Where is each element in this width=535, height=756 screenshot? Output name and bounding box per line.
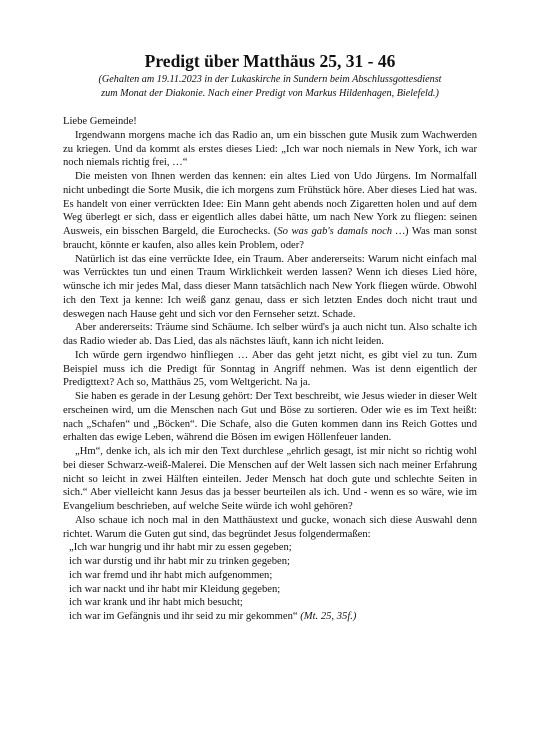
quote-line-5: ich war krank und ihr habt mich besucht;	[69, 597, 243, 609]
paragraph-1: Irgendwann morgens mache ich das Radio an, um ein bisschen gute Musik zum Wachwerden zu kriegen. Und da kommt als erstes dieses Lied: „Ich war noch niemals in New York, ich war noch niemals richtig frei, …“	[63, 129, 477, 169]
subtitle	[63, 73, 477, 101]
quote-line-6-text: ich war im Gefängnis und ihr seid zu mir gekommen“	[69, 611, 301, 622]
sermon-body	[63, 115, 477, 624]
greeting: Liebe Gemeinde!	[63, 116, 137, 127]
quote-line-1: „Ich war hungrig und ihr habt mir zu essen gegeben;	[69, 542, 292, 554]
subtitle-line-2: zum Monat der Diakonie. Nach einer Predigt von Markus Hildenhagen, Bielefeld.)	[101, 88, 439, 99]
paragraph-7: „Hm“, denke ich, als ich mir den Text durchlese „ehrlich gesagt, ist mir nicht so richtig wohl bei dieser Schwarz-weiß-Malerei. Die Menschen auf der Welt lassen sich nach meiner Erfahrung nicht so leicht in zwei Hälften einteilen. Jeder Mensch hat doch gute und schlechte Seiten in sich.“ Aber vielleicht kann Jesus das ja besser beurteilen als ich. Und - wenn es so wäre, wie im Evangelium beschrieben, auf welche Seite würde ich wohl gehören?	[63, 446, 477, 512]
paragraph-6: Sie haben es gerade in der Lesung gehört: Der Text beschreibt, wie Jesus wieder in dieser Welt erscheinen wird, um die Menschen nach Gut und Böse zu sortieren. Oder wie es im Text heißt: nach „Schafen“ und „Böcken“. Die Schafe, also die Guten kommen dann ins Reich Gottes und erhalten das ewige Leben, während die Bösen im ewigen Höllenfeuer landen.	[63, 391, 477, 444]
bible-reference: (Mt. 25, 35f.)	[300, 611, 357, 622]
quote-line-3: ich war fremd und ihr habt mich aufgenommen;	[69, 569, 273, 581]
quote-line-4: ich war nackt und ihr habt mir Kleidung gegeben;	[69, 583, 281, 595]
paragraph-2-text-a: Die meisten von Ihnen werden das kennen: ein altes Lied von Udo Jürgens. Im Normalfall nicht unbedingt die Sorte Musik, die ich morgens zum Frühstück höre. Aber dieses Lied hat was. Es handelt von einer verrückten Idee: Ein Mann geht abends noch Zigaretten holen und auf dem Weg überlegt er sich, dass er eigentlich alles dabei hätte, um nach New York zu fliegen: seinen Ausweis, ein bisschen Bargeld, die Eurochecks. (	[63, 171, 477, 237]
paragraph-4: Aber andererseits: Träume sind Schäume. Ich selber würd's ja auch nicht tun. Also schalte ich das Radio wieder ab. Das Lied, das als nächstes läuft, kann ich nicht leiden.	[63, 322, 477, 347]
page-title: Predigt über Matthäus 25, 31 - 46	[144, 51, 396, 71]
paragraph-2-aside: So was gab's damals noch …	[277, 226, 406, 237]
quote-line-6	[63, 610, 477, 624]
paragraph-2-text-b: ) Was man sonst braucht, könnte er kaufen, also alles kein Problem, oder?	[63, 226, 477, 251]
paragraph-8: Also schaue ich noch mal in den Matthäustext und gucke, wonach sich diese Auswahl denn richtet. Warum die Guten gut sind, das begründet Jesus folgendermaßen:	[63, 514, 477, 540]
paragraph-2	[63, 170, 477, 253]
paragraph-3: Natürlich ist das eine verrückte Idee, ein Traum. Aber andererseits: Warum nicht einfach mal was Verrücktes tun und einen Traum Wirklichkeit werden lassen? Wenn ich dieses Lied höre, wünsche ich mir jedes Mal, dass dieser Mann tatsächlich nach New York fliegen würde. Obwohl ich den Text ja kenne: Ich weiß ganz genau, dass er sich letzten Endes doch nicht traut und deswegen nach Hause geht und sich vor den Fernseher setzt. Schade.	[63, 253, 477, 320]
paragraph-5: Ich würde gern irgendwo hinfliegen … Aber das geht jetzt nicht, es gibt viel zu tun. Zum Beispiel muss ich die Predigt für Sonntag in Angriff nehmen. Was ist denn eigentlich der Predigttext? Ach so, Matthäus 25, vom Weltgericht. Na ja.	[63, 349, 477, 389]
subtitle-line-1: (Gehalten am 19.11.2023 in der Lukaskirche in Sundern beim Abschlussgottesdienst	[98, 74, 442, 85]
quote-line-2: ich war durstig und ihr habt mir zu trinken gegeben;	[69, 556, 290, 567]
